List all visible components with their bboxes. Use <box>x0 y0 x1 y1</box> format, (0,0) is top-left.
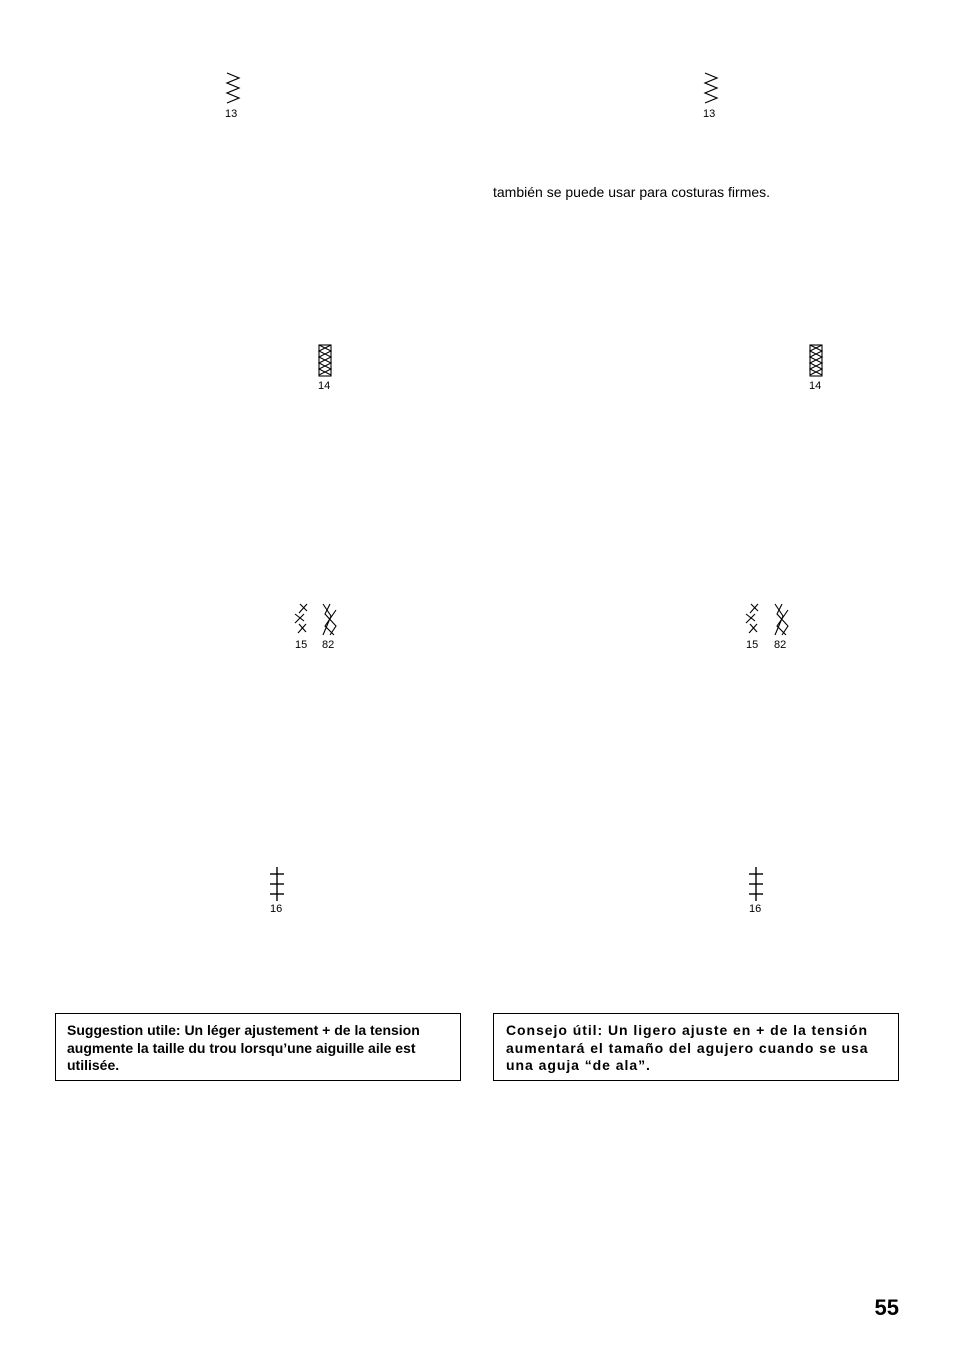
cross-stitch-icon <box>320 602 338 638</box>
body-text: también se puede usar para costuras firmes. <box>493 184 771 200</box>
cross-stitch-icon <box>772 602 790 638</box>
stitch-number: 82 <box>322 639 335 651</box>
stitch-number: 13 <box>703 108 716 120</box>
feather-stitch-icon <box>292 602 310 638</box>
tip-box-es: Consejo útil: Un ligero ajuste en + de la tensión aumentará el tamaño del agujero cuando se usa una aguja “de ala”. <box>493 1013 899 1081</box>
zigzag-stitch-icon <box>703 72 719 106</box>
zigzag-stitch-icon <box>225 72 241 106</box>
page-number: 55 <box>874 1295 899 1320</box>
tip-box-fr: Suggestion utile: Un léger ajustement + de la tension augmente la taille du trou lorsqu’une aiguille aile est utilisée. <box>55 1013 461 1081</box>
stitch-number: 16 <box>270 903 283 915</box>
stitch-number: 15 <box>295 639 308 651</box>
stitch-number: 16 <box>749 903 762 915</box>
stitch-number: 14 <box>318 380 331 392</box>
stitch-number: 13 <box>225 108 238 120</box>
stitch-number: 14 <box>809 380 822 392</box>
stitch-number: 15 <box>746 639 759 651</box>
stitch-number: 82 <box>774 639 787 651</box>
ladder-stitch-icon <box>747 866 765 902</box>
box-stitch-icon <box>808 344 824 378</box>
feather-stitch-icon <box>743 602 761 638</box>
box-stitch-icon <box>317 344 333 378</box>
ladder-stitch-icon <box>268 866 286 902</box>
